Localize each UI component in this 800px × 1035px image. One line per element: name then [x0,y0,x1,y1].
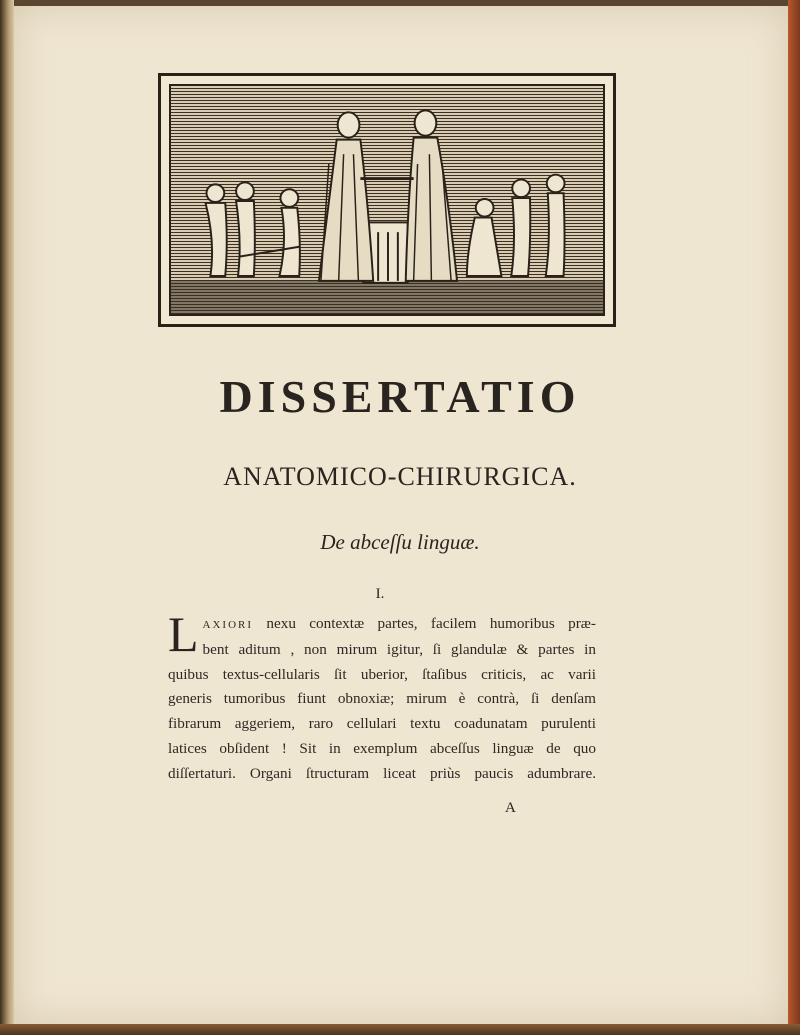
paragraph-line [168,612,596,638]
book-spine [0,0,14,1035]
smallcaps-word: AXIORI [202,619,254,631]
book-edge [788,0,800,1035]
paragraph-line: latices obſident ! Sit in exemplum abceſſus linguæ de quo [168,739,596,757]
page-subtitle: ANATOMICO-CHIRURGICA. [223,462,577,491]
signature-mark: A [505,800,516,816]
paragraph-line: generis tumoribus fiunt obnoxiæ; mirum è contrà, ſi denſam [168,690,596,708]
section-title: De abceſſu linguæ. [320,530,480,554]
engraving-icon [169,84,605,316]
paragraph-line: bent aditum , non mirum igitur, ſi glandulæ & partes in [202,640,596,658]
engraving-vignette [158,73,616,327]
paragraph-line: quibus textus-cellularis ſit uberior, ſtaſibus criticis, ac varii [168,665,596,683]
body-paragraph [168,606,596,787]
book-bottom-edge [0,1024,800,1035]
paragraph-line-text: nexu contextæ partes, facilem humoribus præ- [253,615,596,632]
page-title: DISSERTATIO [219,371,581,422]
paragraph-line: fibrarum aggeriem, raro cellulari textu coadunatam purulenti [168,715,596,733]
paragraph-line: diſſertaturi. Organi ſtructuram liceat priùs paucis adumbrare. [168,764,596,782]
drop-cap: L [168,606,199,662]
section-number: I. [375,586,385,602]
